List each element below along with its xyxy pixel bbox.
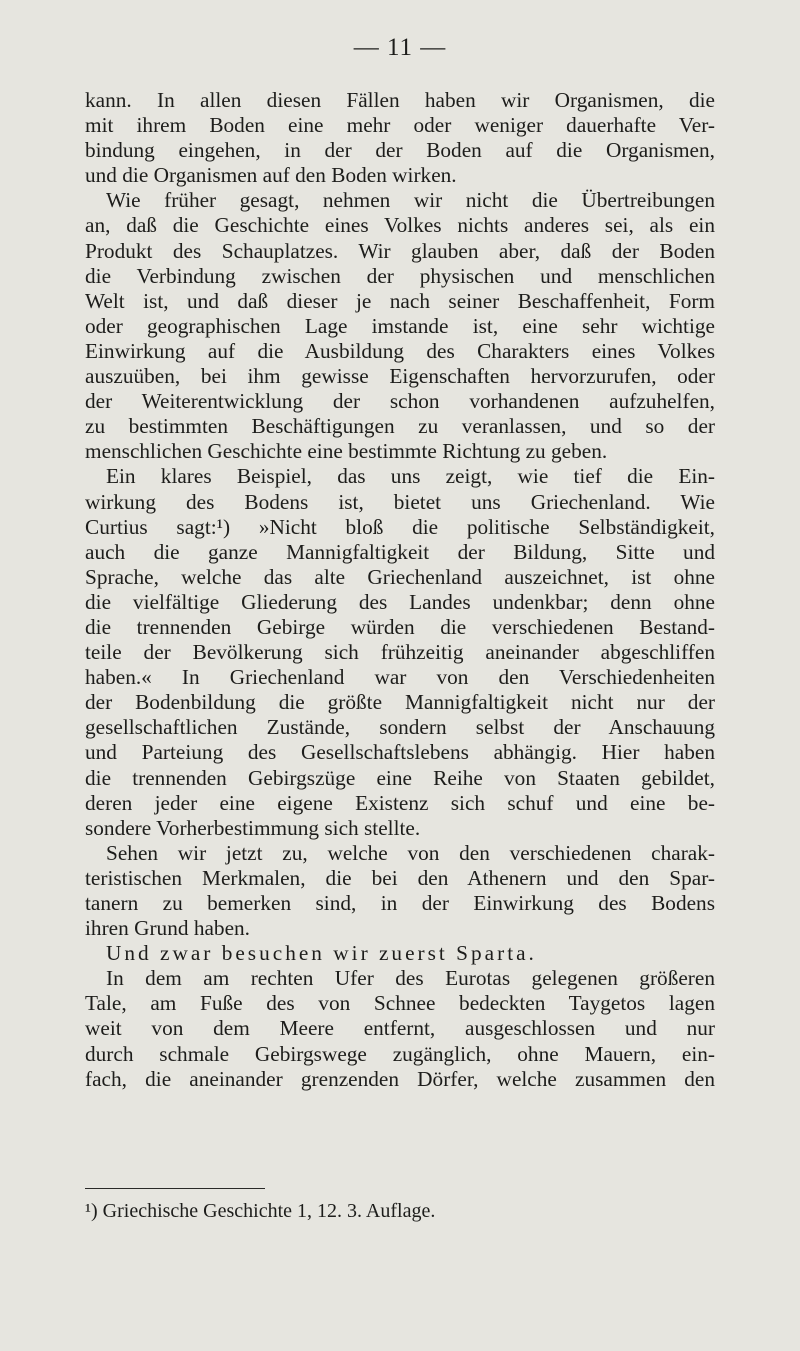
text-line: Wie früher gesagt, nehmen wir nicht die Übertreibungen (106, 188, 715, 213)
text-line: auch die ganze Mannigfaltigkeit der Bildung, Sitte und (85, 539, 715, 564)
text-line: zu bestimmten Beschäftigungen zu veranlassen, und so der (85, 414, 715, 439)
text-line: und Parteiung des Gesellschaftslebens abhängig. Hier haben (85, 740, 715, 765)
paragraph-2 (85, 188, 715, 464)
text-line: menschlichen Geschichte eine bestimmte Richtung zu geben. (85, 439, 608, 464)
text-line: Einwirkung auf die Ausbildung des Charakters eines Volkes (85, 338, 715, 363)
text-line: haben.« In Griechenland war von den Verschiedenheiten (85, 665, 715, 690)
paragraph-1 (85, 88, 715, 188)
text-line: die trennenden Gebirge würden die verschiedenen Bestand- (85, 614, 715, 639)
text-line: die vielfältige Gliederung des Landes undenkbar; denn ohne (85, 589, 715, 614)
text-line: Ein klares Beispiel, das uns zeigt, wie tief die Ein- (106, 464, 715, 489)
text-line: die trennenden Gebirgszüge eine Reihe von Staaten gebildet, (85, 765, 715, 790)
text-line: deren jeder eine eigene Existenz sich schuf und eine be- (85, 790, 715, 815)
paragraph-3 (85, 464, 715, 840)
text-line: kann. In allen diesen Fällen haben wir Organismen, die (85, 88, 715, 112)
text-line: die Verbindung zwischen der physischen und menschlichen (85, 263, 715, 288)
text-line: Sprache, welche das alte Griechenland auszeichnet, ist ohne (85, 564, 715, 589)
text-line: teristischen Merkmalen, die bei den Athenern und den Spar- (85, 865, 715, 890)
text-line: auszuüben, bei ihm gewisse Eigenschaften hervorzurufen, oder (85, 364, 715, 389)
text-line: oder geographischen Lage imstande ist, eine sehr wichtige (85, 313, 715, 338)
paragraph-6 (85, 966, 715, 1091)
text-line: sondere Vorherbestimmung sich stellte. (85, 815, 421, 840)
text-line: ihren Grund haben. (85, 916, 250, 941)
paragraph-4 (85, 841, 715, 941)
text-line: teile der Bevölkerung sich frühzeitig aneinander abgeschliffen (85, 640, 715, 665)
text-line: bindung eingehen, in der der Boden auf die Organismen, (85, 138, 715, 163)
text-line: fach, die aneinander grenzenden Dörfer, welche zusammen den (85, 1066, 715, 1091)
footnote: ¹) Griechische Geschichte 1, 12. 3. Auflage. (85, 1200, 436, 1222)
text-line: gesellschaftlichen Zustände, sondern selbst der Anschauung (85, 715, 715, 740)
text-line: und die Organismen auf den Boden wirken. (85, 163, 457, 188)
text-line: Produkt des Schauplatzes. Wir glauben aber, daß der Boden (85, 238, 715, 263)
text-line: Welt ist, und daß dieser je nach seiner Beschaffenheit, Form (85, 288, 715, 313)
text-line: der Weiterentwicklung der schon vorhandenen aufzuhelfen, (85, 389, 715, 414)
text-line: Tale, am Fuße des von Schnee bedeckten Taygetos lagen (85, 991, 715, 1016)
text-line: Sehen wir jetzt zu, welche von den verschiedenen charak- (106, 840, 715, 865)
body-text (85, 88, 715, 1092)
footnote-divider (85, 1188, 265, 1189)
text-line: Curtius sagt:¹) »Nicht bloß die politische Selbständigkeit, (85, 514, 715, 539)
text-line: weit von dem Meere entfernt, ausgeschlossen und nur (85, 1016, 715, 1041)
text-line: durch schmale Gebirgswege zugänglich, ohne Mauern, ein- (85, 1041, 715, 1066)
text-line: tanern zu bemerken sind, in der Einwirkung des Bodens (85, 891, 715, 915)
text-line: In dem am rechten Ufer des Eurotas gelegenen größeren (106, 966, 715, 991)
page-number: — 11 — (353, 34, 447, 61)
text-line: wirkung des Bodens ist, bietet uns Griechenland. Wie (85, 489, 715, 514)
text-line: an, daß die Geschichte eines Volkes nichts anderes sei, als ein (85, 213, 715, 238)
text-line: mit ihrem Boden eine mehr oder weniger dauerhafte Ver- (85, 113, 715, 138)
paragraph-5 (85, 941, 715, 966)
text-line: Und zwar besuchen wir zuerst Sparta. (106, 941, 537, 966)
text-line: der Bodenbildung die größte Mannigfaltigkeit nicht nur der (85, 690, 715, 715)
